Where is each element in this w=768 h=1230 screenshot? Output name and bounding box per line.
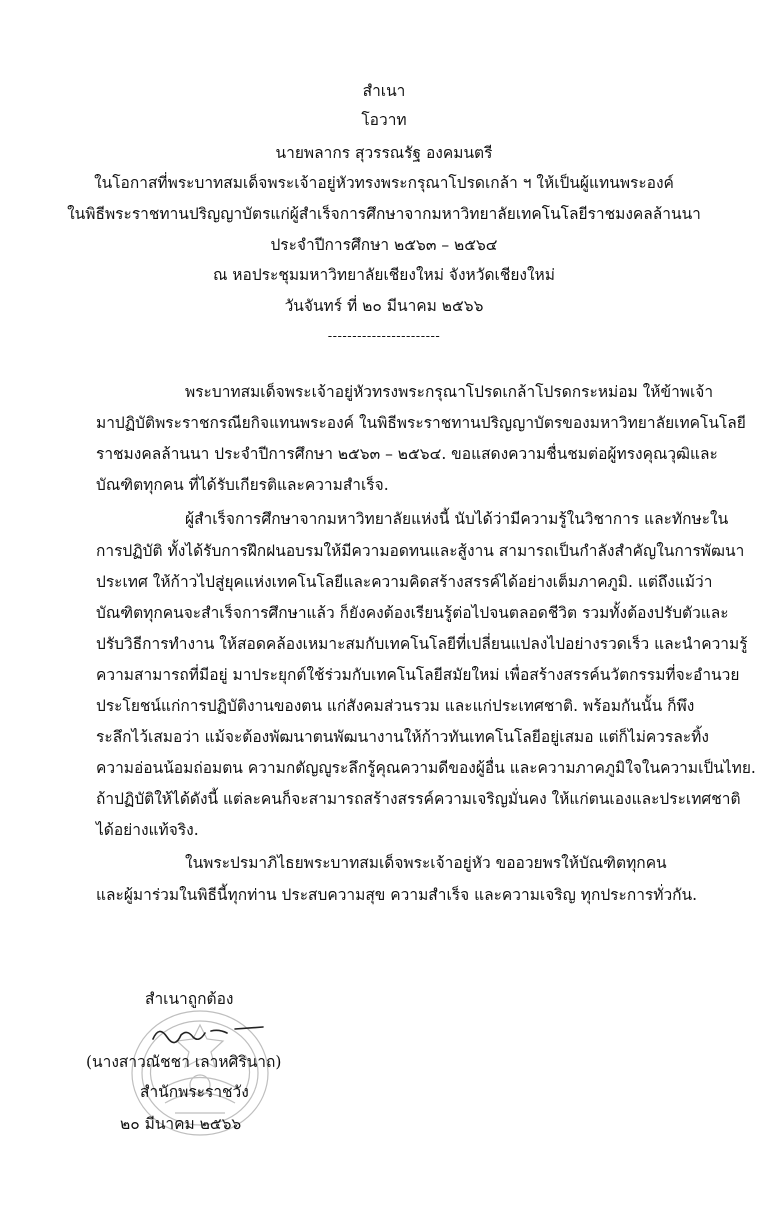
signer-name: (นางสาวณัชชา เลาหศิรินาถ) [86, 1053, 282, 1071]
paragraph-line: การปฏิบัติ ทั้งได้รับการฝึกฝนอบรมให้มีความอดทนและสู้งาน สามารถเป็นกำลังสำคัญในการพัฒนา [96, 542, 745, 560]
paragraph-line: มาปฏิบัติพระราชกรณียกิจแทนพระองค์ ในพิธีพระราชทานปริญญาบัตรของมหาวิทยาลัยเทคโนโลยี [96, 414, 746, 432]
paragraph-line: พระบาทสมเด็จพระเจ้าอยู่หัวทรงพระกรุณาโปรดเกล้าโปรดกระหม่อม ให้ข้าพเจ้า [185, 383, 714, 401]
signature-mark-icon [145, 1015, 275, 1055]
header-divider: ----------------------- [327, 329, 441, 344]
paragraph-line: ระลึกไว้เสมอว่า แม้จะต้องพัฒนาตนพัฒนางานให้ก้าวทันเทคโนโลยีอยู่เสมอ แต่ก็ไม่ควรละทิ้ง [96, 728, 709, 746]
occasion-line: ในโอกาสที่พระบาทสมเด็จพระเจ้าอยู่หัวทรงพระกรุณาโปรดเกล้า ฯ ให้เป็นผู้แทนพระองค์ [94, 174, 674, 192]
paragraph-line: ความอ่อนน้อมถ่อมตน ความกตัญญูระลึกรู้คุณความดีของผู้อื่น และความภาคภูมิใจในความเป็นไทย. [96, 759, 756, 777]
certification-date: ๒๐ มีนาคม ๒๕๖๖ [120, 1115, 242, 1133]
speaker-name: นายพลากร สุวรรณรัฐ องคมนตรี [275, 144, 493, 162]
paragraph-line: ประเทศ ให้ก้าวไปสู่ยุคแห่งเทคโนโลยีและความคิดสร้างสรรค์ได้อย่างเต็มภาคภูมิ. แต่ถึงแม้ว่า [96, 573, 713, 591]
paragraph-line: ถ้าปฏิบัติให้ได้ดังนี้ แต่ละคนก็จะสามารถสร้างสรรค์ความเจริญมั่นคง ให้แก่ตนเองและประเทศชาติ [96, 790, 741, 808]
paragraph-line: ราชมงคลล้านนา ประจำปีการศึกษา ๒๕๖๓ – ๒๕๖๔. ขอแสดงความชื่นชมต่อผู้ทรงคุณวุฒิและ [96, 445, 718, 463]
venue-line: ณ หอประชุมมหาวิทยาลัยเชียงใหม่ จังหวัดเชียงใหม่ [213, 266, 555, 284]
office-name: สำนักพระราชวัง [140, 1083, 249, 1101]
copy-label: สำเนา [362, 82, 406, 100]
paragraph-line: ความสามารถที่มีอยู่ มาประยุกต์ใช้ร่วมกับเทคโนโลยีสมัยใหม่ เพื่อสร้างสรรค์นวัตกรรมที่จะอำนวย [96, 666, 740, 684]
paragraph-line: บัณฑิตทุกคน ที่ได้รับเกียรติและความสำเร็จ. [96, 476, 389, 494]
paragraph-line: ผู้สำเร็จการศึกษาจากมหาวิทยาลัยแห่งนี้ นับได้ว่ามีความรู้ในวิชาการ และทักษะใน [185, 510, 729, 528]
date-line: วันจันทร์ ที่ ๒๐ มีนาคม ๒๕๖๖ [284, 297, 484, 315]
paragraph-line: ในพระปรมาภิไธยพระบาทสมเด็จพระเจ้าอยู่หัว ขออวยพรให้บัณฑิตทุกคน [185, 854, 667, 872]
paragraph-line: ปรับวิธีการทำงาน ให้สอดคล้องเหมาะสมกับเทคโนโลยีที่เปลี่ยนแปลงไปอย่างรวดเร็ว และนำความรู้ [96, 635, 748, 653]
certified-copy-label: สำเนาถูกต้อง [145, 990, 234, 1008]
paragraph-line: และผู้มาร่วมในพิธีนี้ทุกท่าน ประสบความสุข ความสำเร็จ และความเจริญ ทุกประการทั่วกัน. [96, 886, 698, 904]
paragraph-line: ได้อย่างแท้จริง. [96, 821, 199, 839]
paragraph-line: ประโยชน์แก่การปฏิบัติงานของตน แก่สังคมส่วนรวม และแก่ประเทศชาติ. พร้อมกันนั้น ก็พึง [96, 697, 695, 715]
ceremony-line: ในพิธีพระราชทานปริญญาบัตรแก่ผู้สำเร็จการศึกษาจากมหาวิทยาลัยเทคโนโลยีราชมงคลล้านนา [67, 205, 701, 223]
paragraph-line: บัณฑิตทุกคนจะสำเร็จการศึกษาแล้ว ก็ยังคงต้องเรียนรู้ต่อไปจนตลอดชีวิต รวมทั้งต้องปรับตัวและ [96, 604, 729, 622]
academic-year-line: ประจำปีการศึกษา ๒๕๖๓ – ๒๕๖๔ [270, 236, 498, 254]
page-title: โอวาท [361, 111, 407, 129]
